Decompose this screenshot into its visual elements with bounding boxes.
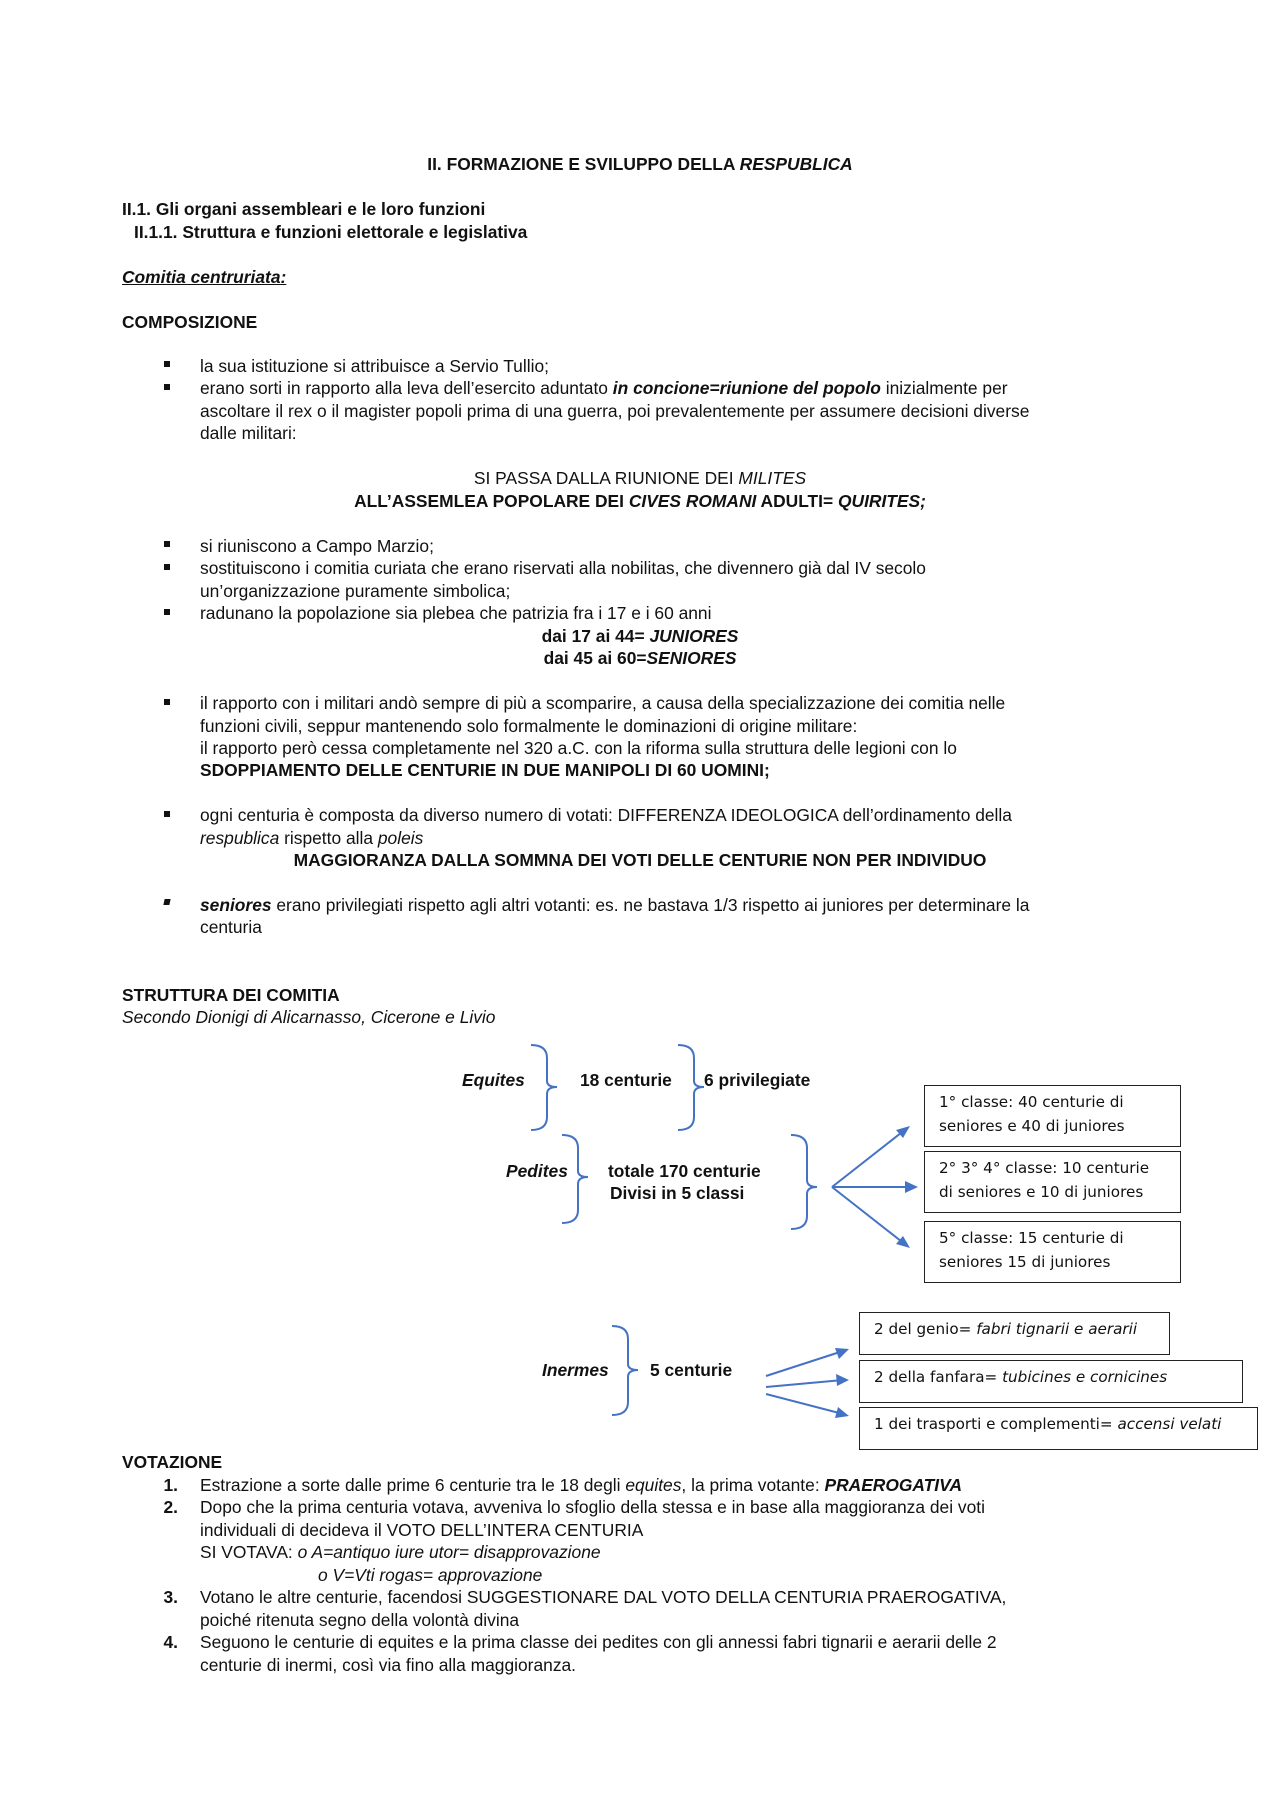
bullet-6-line-1: il rapporto con i militari andò sempre di più a scomparire, a causa della specializzazione dei comitia nelle [200,693,1006,713]
text-run: erano sorti in rapporto alla leva dell’esercito aduntato [200,378,613,398]
votazione-item-2-line-3 [200,1541,601,1563]
text-run: 2 della fanfara= [874,1368,1003,1386]
box-text: 5° classe: 15 centurie di [939,1229,1124,1247]
box-fanfara [859,1360,1243,1403]
votazione-item-3-line-1: Votano le altre centurie, facendosi SUGGESTIONARE DAL VOTO DELLA CENTURIA PRAEROGATIVA, [200,1587,1007,1607]
text-run-italic: tubicines e cornicines [1002,1368,1168,1386]
box-text: 2° 3° 4° classe: 10 centurie [939,1159,1150,1177]
text-run-italic: poleis [377,828,424,848]
inermes-label: Inermes [542,1360,609,1380]
list-number: 3. [163,1587,178,1607]
brace-pedites-classes [791,1135,817,1229]
text-run-italic: accensi velati [1117,1415,1222,1433]
bullet-2-line-2: ascoltare il rex o il magister popoli prima di una guerra, poi prevalentemente per assumere decisioni diverse [200,401,1030,421]
votazione-heading: VOTAZIONE [122,1452,223,1472]
text-run-italic: equites [625,1475,682,1495]
box-genio [859,1312,1170,1355]
centered-line: MAGGIORANZA DALLA SOMMNA DEI VOTI DELLE CENTURIE NON PER INDIVIDUO [293,850,987,870]
bullet-6-line-4: SDOPPIAMENTO DELLE CENTURIE IN DUE MANIPOLI DI 60 UOMINI; [200,760,770,780]
bullet-3: si riuniscono a Campo Marzio; [200,536,434,556]
text-run-bold: PRAEROGATIVA [824,1475,963,1495]
bullet-7-line-1: ogni centuria è composta da diverso numero di votati: DIFFERENZA IDEOLOGICA dell’ordinamento della [200,805,1012,825]
text-run-bold: in concione=riunione del popolo [612,378,881,398]
box-text: seniores e 40 di juniores [939,1117,1125,1135]
text-run-italic: respublica [200,828,280,848]
bullet-8-line-2: centuria [200,917,262,937]
box-text [874,1317,1155,1341]
brace-equites-count [678,1045,704,1130]
struttura-heading: STRUTTURA DEI COMITIA [122,985,340,1005]
text-run-italic: MILITES [738,468,807,488]
text-run: Estrazione a sorte dalle prime 6 centurie tra le 18 degli [200,1475,626,1495]
text-run-italic: o A=antiquo iure utor= disapprovazione [297,1542,601,1562]
comitia-title: Comitia centruriata: [122,267,287,287]
box-text: di seniores e 10 di juniores [939,1183,1144,1201]
votazione-item-2-line-4: o V=Vti rogas= approvazione [318,1565,543,1585]
text-run-italic: QUIRITES; [838,491,926,511]
equites-privileged: 6 privilegiate [704,1070,811,1090]
bullet-6-line-2: funzioni civili, seppur mantenendo solo formalmente le dominazioni di origine militare: [200,716,858,736]
text-run: SI VOTAVA: [200,1542,298,1562]
brace-equites [531,1045,557,1130]
bullet-4-line-1: sostituiscono i comitia curiata che erano riservati alla nobilitas, che divennero già dal IV secolo [200,558,926,578]
text-run: ADULTI= [756,491,838,511]
box-text: seniores 15 di juniores [939,1253,1111,1271]
arrow-line [832,1129,906,1187]
list-number: 2. [163,1497,178,1517]
text-run-italic: JUNIORES [649,626,739,646]
text-run-italic: SENIORES [646,648,737,668]
text-run: SI PASSA DALLA RIUNIONE DEI [473,468,739,488]
box-middle-classes [924,1151,1181,1213]
text-run: inizialmente per [880,378,1008,398]
text-run: dai 17 ai 44= [541,626,650,646]
text-run: ALL’ASSEMLEA POPOLARE DEI [354,491,629,511]
list-number: 1. [163,1475,178,1495]
box-trasporti [859,1407,1258,1450]
box-first-class [924,1085,1181,1147]
list-number: 4. [163,1632,178,1652]
subsection-heading: II.1.1. Struttura e funzioni elettorale e legislativa [134,222,528,242]
arrow-line [766,1380,843,1387]
box-text: 1° classe: 40 centurie di [939,1093,1124,1111]
votazione-item-4-line-1: Seguono le centurie di equites e la prima classe dei pedites con gli annessi fabri tignarii e aerarii delle 2 [200,1632,997,1652]
arrow-head [836,1374,849,1386]
pedites-label: Pedites [506,1161,568,1181]
bullet-5: radunano la popolazione sia plebea che patrizia fra i 17 e i 60 anni [200,603,712,623]
box-fifth-class [924,1221,1181,1283]
title-text: II. FORMAZIONE E SVILUPPO DELLA [427,154,740,174]
equites-label: Equites [462,1070,525,1090]
text-run-italic: fabri tignarii e aerarii [976,1320,1138,1338]
composizione-heading: COMPOSIZIONE [122,312,258,332]
text-run: rispetto alla [279,828,378,848]
brace-inermes [612,1326,638,1415]
box-text [874,1365,1228,1389]
arrow-head [835,1348,849,1359]
text-run-bold: seniores [200,895,272,915]
arrow-head [835,1407,849,1418]
struttura-subtitle: Secondo Dionigi di Alicarnasso, Cicerone e Livio [122,1007,496,1027]
title-italic: RESPUBLICA [739,154,853,174]
votazione-item-2-line-2: individuali di decideva il VOTO DELL’INTERA CENTURIA [200,1520,644,1540]
inermes-count: 5 centurie [650,1360,733,1380]
arrow-line [832,1187,906,1245]
pedites-total: totale 170 centurie [608,1161,761,1181]
text-run: erano privilegiati rispetto agli altri votanti: es. ne bastava 1/3 rispetto ai juniores per determinare la [271,895,1030,915]
equites-count: 18 centurie [580,1070,672,1090]
section-heading: II.1. Gli organi assembleari e le loro funzioni [122,199,486,219]
votazione-item-3-line-2: poiché ritenuta segno della volontà divina [200,1610,520,1630]
text-run-italic: CIVES ROMANI [628,491,757,511]
text-run: dai 45 ai 60= [543,648,647,668]
arrow-line [766,1394,843,1414]
bullet-6-line-3: il rapporto però cessa completamente nel 320 a.C. con la riforma sulla struttura delle legioni con lo [200,738,957,758]
text-run: 2 del genio= [874,1320,977,1338]
votazione-item-2-line-1: Dopo che la prima centuria votava, avveniva lo sfoglio della stessa e in base alla maggioranza dei voti [200,1497,985,1517]
text-run: , la prima votante: [681,1475,825,1495]
box-text [874,1412,1243,1436]
bullet-2-line-3: dalle militari: [200,423,297,443]
votazione-item-4-line-2: centurie di inermi, così via fino alla maggioranza. [200,1655,577,1675]
pedites-classes: Divisi in 5 classi [610,1183,745,1203]
text-run: 1 dei trasporti e complementi= [874,1415,1118,1433]
arrow-head [905,1181,918,1193]
votazione-item-1 [200,1474,962,1496]
bullet-4-line-2: un’organizzazione puramente simbolica; [200,581,511,601]
bullet-1: la sua istituzione si attribuisce a Servio Tullio; [200,356,549,376]
arrow-line [766,1351,843,1376]
